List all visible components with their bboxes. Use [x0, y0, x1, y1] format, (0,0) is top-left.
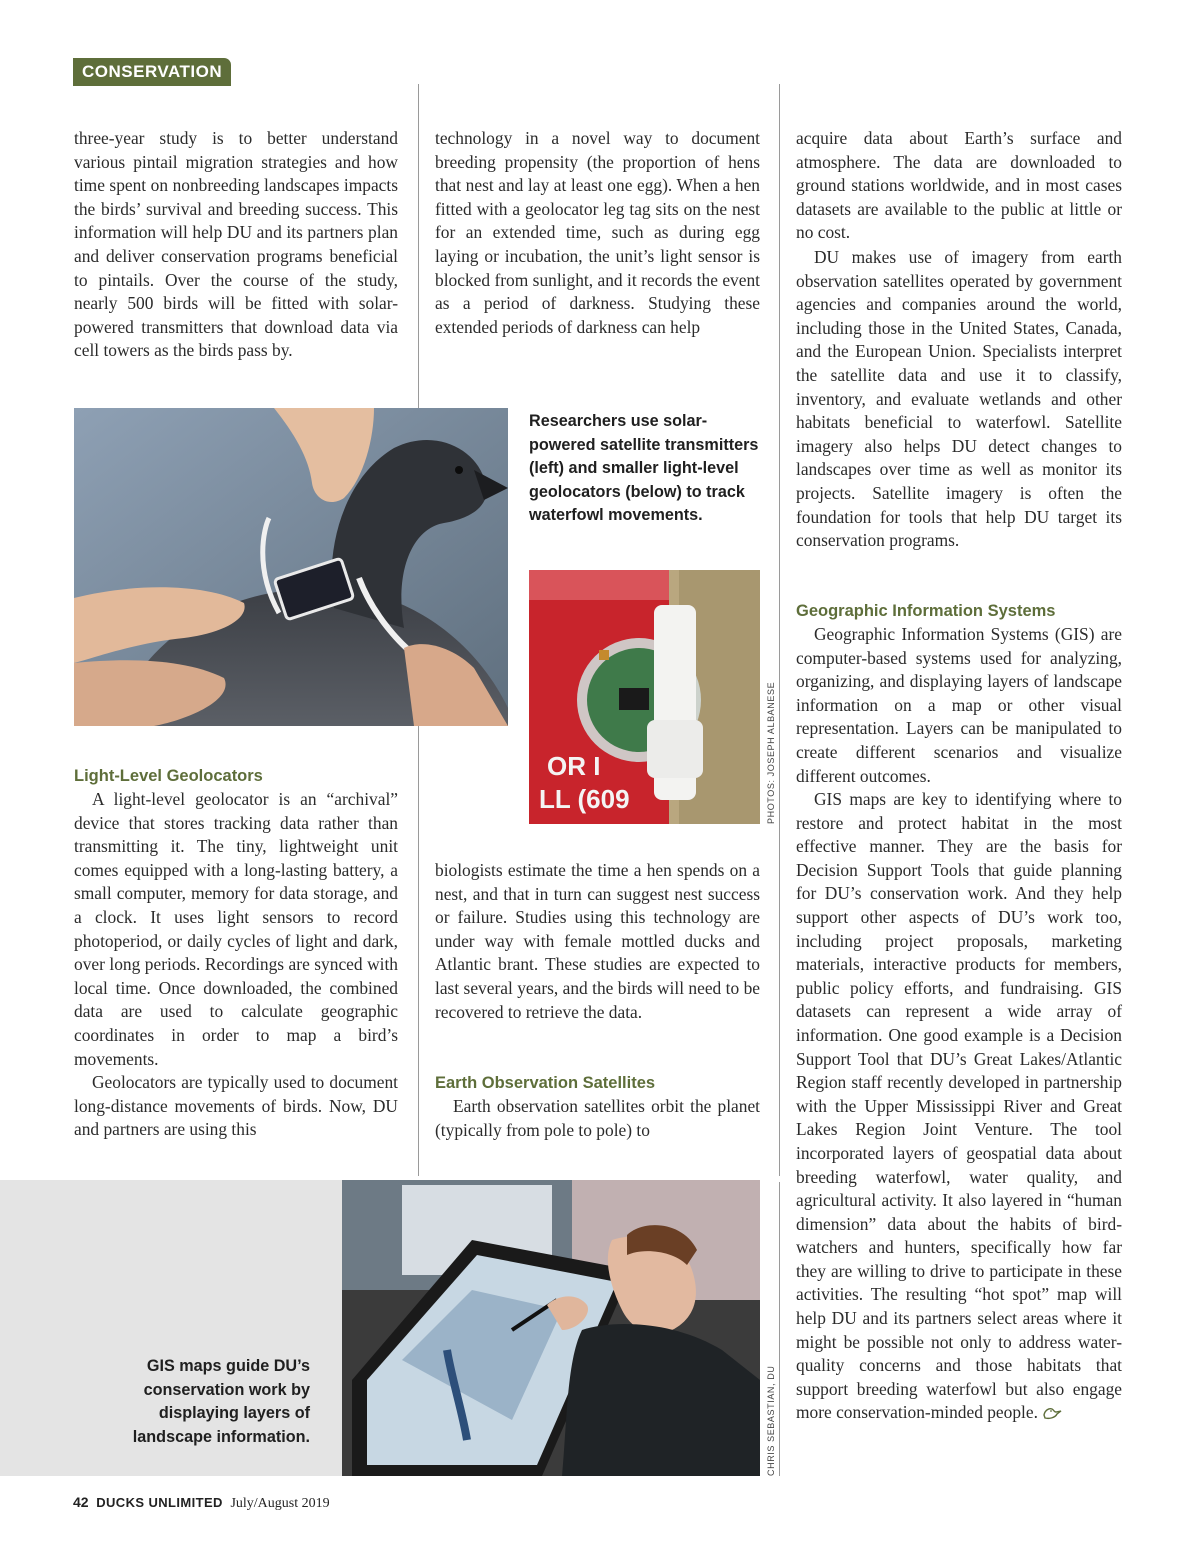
- column1-paragraph-2: A light-level geolocator is an “archival” device that stores tracking data rather than transmitting it. The tiny, lightweight unit comes equipped with a long-lasting battery, a small computer, memory for data storage, and a clock. It uses light sensors to record photoperiod, or daily cycles of light and dark, over long periods. Recordings are synced with local time. Once downloaded, the combined data are used to calculate geographic coordinates in order to map a bird’s movements.: [74, 789, 398, 1069]
- column3-paragraph-4: [796, 788, 1122, 1425]
- photo-credit-top: PHOTOS: JOSEPH ALBANESE: [766, 681, 776, 824]
- gis-workstation-illustration: [342, 1180, 760, 1476]
- column1-paragraph-3: Geolocators are typically used to document long-distance movements of birds. Now, DU and partners are using this: [74, 1072, 398, 1140]
- heading-light-level-geolocators: Light-Level Geolocators: [74, 767, 263, 785]
- column3-paragraph-1: acquire data about Earth’s surface and atmosphere. The data are downloaded to ground stations worldwide, and in most cases datasets are available to the public at little or no cost.: [796, 128, 1122, 243]
- heading-geographic-information-systems: Geographic Information Systems: [796, 602, 1056, 620]
- column3-paragraph-2: DU makes use of imagery from earth observation satellites operated by government agencies and companies around the world, including those in the United States, Canada, and the European Union. Specialists interpret the satellite data and use it to classify, inventory, and evaluate wetlands and other habitats beneficial to waterfowl. Satellite imagery also helps DU detect changes to landscapes over time as well as monitor its projects. Satellite imagery is often the foundation for tools that help DU target its conservation programs.: [796, 247, 1122, 551]
- svg-text:OR I: OR I: [547, 751, 601, 781]
- duck-end-mark-icon: [1042, 1406, 1062, 1420]
- section-tag: CONSERVATION: [73, 58, 231, 86]
- geolocator-illustration: [529, 570, 760, 824]
- svg-text:LL (609: LL (609: [539, 784, 630, 814]
- column1-paragraph-1: three-year study is to better understand various pintail migration strategies and how time spent on nonbreeding landscapes impacts the birds’ survival and breeding success. This information will help DU and its partners plan and deliver conservation programs beneficial to pintails. Over the course of the study, nearly 500 birds will be fitted with solar-powered transmitters that download data via cell towers as the birds pass by.: [74, 128, 398, 361]
- caption-transmitters: Researchers use solar-powered satellite transmitters (left) and smaller light-level geolocators (below) to track waterfowl movements.: [529, 412, 759, 524]
- column2-paragraph-3: Earth observation satellites orbit the planet (typically from pole to pole) to: [435, 1096, 760, 1140]
- page-footer: [73, 1494, 330, 1512]
- issue-date: July/August 2019: [230, 1496, 330, 1511]
- duck-transmitter-photo: [74, 408, 508, 726]
- column3-paragraph-4-text: GIS maps are key to identifying where to restore and protect habitat in the most effective manner. They are the basis for Decision Support Tools that guide planning for DU’s conservation work. And they help support other aspects of DU’s work too, including project proposals, marketing materials, interactive products for members, public policy efforts, and fundraising. GIS datasets can represent a wide array of information. One good example is a Decision Support Tool that DU’s Great Lakes/Atlantic Region staff recently developed in partnership with the Upper Mississippi River and Great Lakes Region Joint Venture. The tool incorporated layers of geospatial data about breeding waterfowl, water quality, and agricultural activity. It also layered in “human dimension” data about the habits of bird-watchers and hunters, specifically how far they are willing to drive to participate in these activities. The resulting “hot spot” map will help DU and its partners select areas where it might be possible not only to address water-quality concerns and those habitats that support breeding waterfowl but also engage more conservation-minded people.: [796, 789, 1122, 1423]
- column3-paragraph-3: Geographic Information Systems (GIS) are computer-based systems used for analyzing, organizing, and displaying layers of landscape information on a map or other visual representation. Layers can be manipulated to create different scenarios and visualize different outcomes.: [796, 624, 1122, 786]
- magazine-name: DUCKS UNLIMITED: [96, 1495, 223, 1510]
- duck-transmitter-illustration: [74, 408, 508, 726]
- photo-credit-gis: CHRIS SEBASTIAN, DU: [766, 1365, 776, 1476]
- column2-paragraph-1: technology in a novel way to document breeding propensity (the proportion of hens that nest and lay at least one egg). When a hen fitted with a geolocator leg tag sits on the nest for an extended time, such as during egg laying or incubation, the unit’s light sensor is blocked from sunlight, and it records the event as a period of darkness. Studying these extended periods of darkness can help: [435, 128, 760, 337]
- column2-paragraph-2: biologists estimate the time a hen spends on a nest, and that in turn can suggest nest success or failure. Studies using this technology are under way with female mottled ducks and Atlantic brant. These studies are expected to last several years, and the birds will need to be recovered to retrieve the data.: [435, 860, 760, 1022]
- column-rule-right: [779, 84, 780, 1176]
- heading-earth-observation-satellites: Earth Observation Satellites: [435, 1074, 656, 1092]
- column-rule-right-lower: [779, 1182, 780, 1476]
- caption-gis: GIS maps guide DU’s conservation work by displaying layers of landscape information.: [132, 1357, 310, 1446]
- geolocator-photo: [529, 570, 760, 824]
- gis-workstation-photo: [342, 1180, 760, 1476]
- page-number: 42: [73, 1494, 89, 1510]
